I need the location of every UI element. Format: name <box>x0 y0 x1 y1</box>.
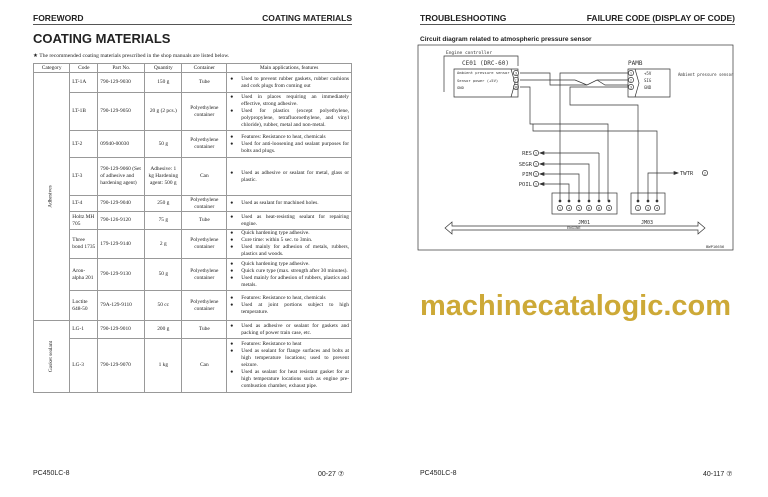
cell-container: Can <box>182 158 227 196</box>
footer-page-right: 40-117 ⑦ <box>703 471 733 478</box>
cell-container: Polyethylene container <box>182 291 227 321</box>
cell-qty: 50 g <box>145 259 182 291</box>
application-item: ● Features: Resistance to heat <box>229 341 349 348</box>
application-item: ● Used at joint portions subject to high temperature. <box>229 302 349 316</box>
application-item: ● Used for plastics (except polyethylene, polypropylene, tetrafluoroethylene, and vinyl chloride), rubber, metal and non-metal. <box>229 108 349 129</box>
wire-segment <box>520 73 628 85</box>
cell-code: LT-4 <box>70 196 98 212</box>
category-label: Gasket sealant <box>48 340 55 373</box>
cell-code: Holtz MH 705 <box>70 212 98 230</box>
cell-code: Aron-alpha 201 <box>70 259 98 291</box>
cell-code: LG-3 <box>70 339 98 393</box>
arrow-icon <box>540 152 544 155</box>
cell-qty: 50 g <box>145 131 182 158</box>
jm03-pin: 4 <box>655 206 659 211</box>
cell-part: 790-126-9120 <box>98 212 145 230</box>
column-header: Quantity <box>145 64 182 73</box>
pamb-label: PAMB <box>628 60 643 67</box>
column-header: Container <box>182 64 227 73</box>
wire-segment <box>648 173 676 201</box>
junction-dot <box>637 200 639 202</box>
column-header: Main applications, features <box>227 64 352 73</box>
junction-dot <box>647 200 649 202</box>
engine-label: ENGINE <box>567 225 581 230</box>
cell-container: Polyethylene container <box>182 259 227 291</box>
junction-dot <box>656 200 658 202</box>
cell-part: 790-129-9130 <box>98 259 145 291</box>
jm01-label: JM01 <box>578 220 591 226</box>
application-item: ● Used as sealant for flange surfaces and bolts at high temperature locations; used to prevent seizure. <box>229 348 349 369</box>
wire-segment <box>544 164 589 201</box>
sensor-label: Ambient pressure sensor <box>678 72 734 77</box>
jm01-pin: 5 <box>577 206 581 211</box>
application-item: ● Features: Resistance to heat, chemicals <box>229 134 349 141</box>
cell-code: LG-1 <box>70 321 98 339</box>
wires <box>520 73 676 201</box>
arrow-icon <box>540 163 544 166</box>
application-item: ● Used as sealant for heat resistant gasket for at high temperature locations such as engine pre-combustion chamber, exhaust pipe. <box>229 369 349 390</box>
application-item: ● Quick hardening type adhesive. <box>229 261 349 268</box>
junction-dot <box>588 200 590 202</box>
application-item: ● Used in places requiring an immediately effective, strong adhesive. <box>229 94 349 108</box>
cell-qty: 50 cc <box>145 291 182 321</box>
cell-part: 790-129-9030 <box>98 73 145 93</box>
cell-qty: 200 g <box>145 321 182 339</box>
jm01-pin: 4 <box>567 206 571 211</box>
cell-qty: Adhesive: 1 kg Hardening agent: 500 g <box>145 158 182 196</box>
cell-qty: 2 g <box>145 230 182 259</box>
cell-container: Polyethylene container <box>182 131 227 158</box>
cell-code: Loctite 648-50 <box>70 291 98 321</box>
cell-code: LT-1B <box>70 93 98 131</box>
pamb-pin: 2 <box>629 78 633 83</box>
application-item: ● Used mainly for adhesion of metals, rubbers, plastics and woods. <box>229 244 349 258</box>
twtr-label: TWTR <box>680 171 694 177</box>
application-item: ● Used as heat-resisting sealant for repairing engine. <box>229 214 349 228</box>
ce01-pin-label: Ambient pressure sensor <box>457 70 510 75</box>
header-topic: COATING MATERIALS <box>262 13 352 23</box>
cell-container: Tube <box>182 212 227 230</box>
figure-code: BWP16656 <box>706 244 725 249</box>
application-item: ● Features: Resistance to heat, chemicals <box>229 295 349 302</box>
jm01-pin: 9 <box>607 206 611 211</box>
wire-segment <box>570 87 638 201</box>
ce01-pin-label: GND <box>457 85 464 90</box>
junction-dot <box>578 200 580 202</box>
output-signal-label: PIM <box>522 172 532 178</box>
ce01-pin: 11 <box>513 78 519 83</box>
wire-segment <box>520 80 587 85</box>
twtr-pin: 2 <box>703 171 707 176</box>
cell-code: LT-1A <box>70 73 98 93</box>
output-pin: 1 <box>534 172 538 177</box>
cell-code: LT-2 <box>70 131 98 158</box>
cell-container: Can <box>182 339 227 393</box>
output-signal-label: RES <box>522 151 532 157</box>
cell-qty: 250 g <box>145 196 182 212</box>
output-signal-label: SEGR <box>518 162 532 168</box>
jm01-pin: 8 <box>597 206 601 211</box>
intro-text: ★ The recommended coating materials prescribed in the shop manuals are listed below. <box>33 53 230 59</box>
cell-code: Three bond 1735 <box>70 230 98 259</box>
jm01-pin: 1 <box>558 206 562 211</box>
junction-dot <box>598 200 600 202</box>
cell-part: 790-129-9040 <box>98 196 145 212</box>
junction-dot <box>568 200 570 202</box>
arrow-icon <box>540 183 544 186</box>
wire-segment <box>544 174 579 201</box>
cell-qty: 75 g <box>145 212 182 230</box>
category-label: Adhesives <box>48 185 55 208</box>
footer-model-right: PC450LC-8 <box>420 470 457 477</box>
wire-segment <box>597 80 628 87</box>
application-item: ● Used for anti-loosening and sealant purposes for bolts and plugs. <box>229 141 349 155</box>
cell-qty: 1 kg <box>145 339 182 393</box>
cell-part: 790-129-9050 <box>98 93 145 131</box>
application-item: ● Used to prevent rubber gaskets, rubber cushions and cork plugs from coming out <box>229 76 349 90</box>
jm03-pin: 3 <box>646 206 650 211</box>
watermark: machinecatalogic.com <box>420 290 732 322</box>
diagram-pins <box>513 70 707 210</box>
cell-part: 179-129-9140 <box>98 230 145 259</box>
cell-part: 790-129-9070 <box>98 339 145 393</box>
cell-qty: 20 g (2 pcs.) <box>145 93 182 131</box>
pamb-pin-label: +5V <box>644 71 652 76</box>
column-header: Code <box>70 64 98 73</box>
jm01-connector <box>552 193 617 214</box>
application-item: ● Used as adhesive or sealant for gaskets and packing of power train case, etc. <box>229 323 349 337</box>
output-pin: 1 <box>534 182 538 187</box>
page-title: COATING MATERIALS <box>33 31 171 46</box>
pamb-pin-label: SIG <box>644 78 652 83</box>
diagram-title: Circuit diagram related to atmospheric pressure sensor <box>420 36 592 43</box>
wire-segment <box>544 184 569 201</box>
application-item: ● Used as sealant for machined holes. <box>229 200 349 207</box>
pamb-pin: 3 <box>629 85 633 90</box>
ce01-pin: 3 <box>514 71 518 76</box>
application-item: ● Used as adhesive or sealant for metal, glass or plastic. <box>229 170 349 184</box>
cell-part: 790-129-9060 (Set of adhesive and hardening agent) <box>98 158 145 196</box>
ce01-label: CE01 (DRC-60) <box>462 60 509 67</box>
cell-qty: 150 g <box>145 73 182 93</box>
output-pin: 1 <box>534 151 538 156</box>
cell-part: 09940-00030 <box>98 131 145 158</box>
junction-dot <box>608 200 610 202</box>
output-signal-label: POIL <box>518 182 532 188</box>
application-item: ● Cure time: within 5 sec. to 3min. <box>229 237 349 244</box>
column-header: Category <box>34 64 70 73</box>
output-pin: 1 <box>534 162 538 167</box>
cell-code: LT-3 <box>70 158 98 196</box>
junction-dot <box>559 200 561 202</box>
pamb-pin-label: GND <box>644 85 652 90</box>
cell-part: 790-129-9010 <box>98 321 145 339</box>
footer-page-left: 00-27 ⑦ <box>318 471 345 478</box>
application-item: ● Quick hardening type adhesive. <box>229 230 349 237</box>
cell-container: Polyethylene container <box>182 93 227 131</box>
application-item: ● Used mainly for adhesion of rubbers, plastics and metals. <box>229 275 349 289</box>
jm03-pin: 1 <box>636 206 640 211</box>
header-section: FOREWORD <box>33 13 84 23</box>
jm03-label: JM03 <box>641 220 654 226</box>
cell-part: 79A-129-9110 <box>98 291 145 321</box>
engine-controller-label: Engine controller <box>446 51 493 56</box>
wire-segment <box>533 124 657 201</box>
cell-container: Polyethylene container <box>182 230 227 259</box>
column-header: Part No. <box>98 64 145 73</box>
arrow-icon <box>674 172 678 175</box>
arrow-icon <box>540 173 544 176</box>
cell-container: Tube <box>182 73 227 93</box>
ce01-pin-label: Sensor power (+5V) <box>457 78 499 83</box>
cell-container: Polyethylene container <box>182 196 227 212</box>
cell-container: Tube <box>182 321 227 339</box>
pamb-pin: 1 <box>629 71 633 76</box>
footer-model-left: PC450LC-8 <box>33 470 70 477</box>
header-section: TROUBLESHOOTING <box>420 13 507 23</box>
header-topic: FAILURE CODE (DISPLAY OF CODE) <box>586 13 735 23</box>
jm01-pin: 6 <box>587 206 591 211</box>
application-item: ● Quick cure type (max. strength after 30 minutes). <box>229 268 349 275</box>
ce01-pin: 38 <box>513 85 519 90</box>
